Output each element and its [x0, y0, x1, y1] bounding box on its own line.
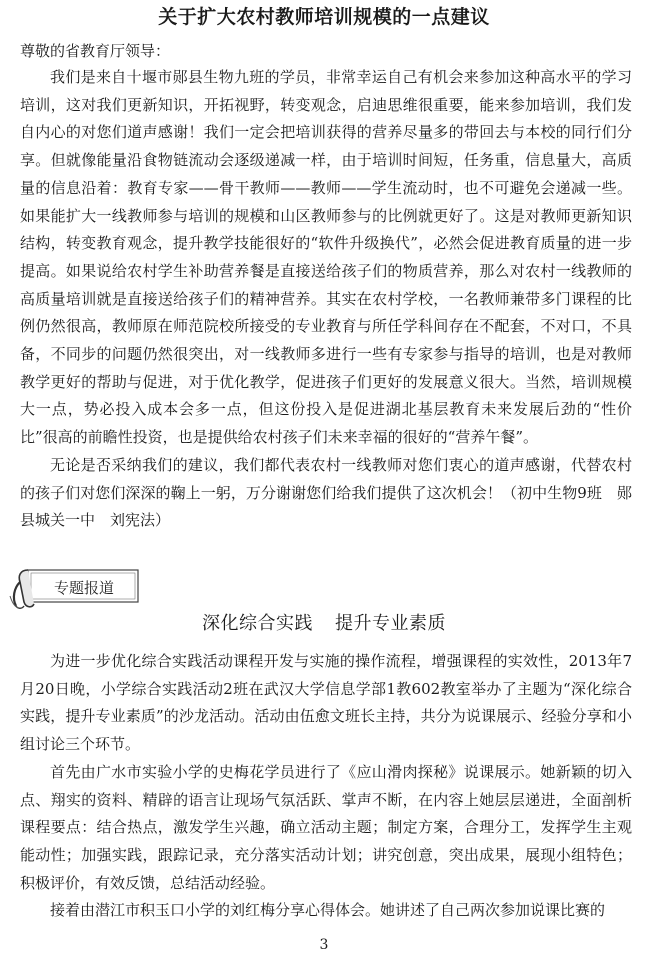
report-body: [20, 648, 632, 925]
section-banner-label: 专题报道: [53, 579, 114, 597]
salutation: 尊敬的省教育厅领导：: [20, 42, 171, 60]
page-number: 3: [319, 937, 329, 953]
report-title: [0, 611, 648, 637]
body-paragraph: 接着由潜江市积玉口小学的刘红梅分享心得体会。她讲述了自己两次参加说课比赛的: [50, 901, 606, 920]
body-paragraph: 首先由广水市实验小学的史梅花学员进行了《应山滑肉探秘》说课展示。她新颖的切入点、翔实的资料、精辟的语言让现场气氛活跃、掌声不断，在内容上她层层递进，全面剖析课程要点：结合热点，激发学生兴趣，确立活动主题；制定方案，合理分工，发挥学生主观能动性；加强实践，跟踪记录，充分落实活动计划；讲究创意，突出成果，展现小组特色；积极评价，有效反馈，总结活动经验。: [20, 762, 632, 892]
report-title-part1: 深化综合实践: [202, 613, 313, 634]
article-title: 关于扩大农村教师培训规模的一点建议: [158, 6, 490, 28]
body-paragraph: 无论是否采纳我们的建议，我们都代表农村一线教师对您们衷心的道声感谢，代替农村的孩子们对您们深深的鞠上一躬，万分谢谢您们给我们提供了这次机会！（初中生物9班 郧县城关一中 刘宪法）: [20, 455, 632, 530]
body-paragraph: 为进一步优化综合实践活动课程开发与实施的操作流程，增强课程的实效性，2013年7月20日晚，小学综合实践活动2班在武汉大学信息学部1教602教室举办了主题为“深化综合实践，提升专业素质”的沙龙活动。活动由伍愈文班长主持，共分为说课展示、经验分享和小组讨论三个环节。: [20, 652, 632, 754]
article-body: [20, 64, 632, 535]
body-paragraph: 我们是来自十堰市郧县生物九班的学员，非常幸运自己有机会来参加这种高水平的学习培训，这对我们更新知识，开拓视野，转变观念，启迪思维很重要，能来参加培训，我们发自内心的对您们道声感谢！我们一定会把培训获得的营养尽量多的带回去与本校的同行们分享。但就像能量沿食物链流动会逐级递减一样，由于培训时间短，任务重，信息量大，高质量的信息沿着：教育专家——骨干教师——教师——学生流动时，也不可避免会递减一些。如果能扩大一线教师参与培训的规模和山区教师参与的比例就更好了。这是对教师更新知识结构，转变教育观念，提升教学技能很好的“软件升级换代”，必然会促进教育质量的进一步提高。如果说给农村学生补助营养餐是直接送给孩子们的物质营养，那么对农村一线教师的高质量培训就是直接送给孩子们的精神营养。其实在农村学校，一名教师兼带多门课程的比例仍然很高，教师原在师范院校所接受的专业教育与所任学科间存在不配套，不对口，不具备，不同步的问题仍然很突出，对一线教师多进行一些有专家参与指导的培训，也是对教师教学更好的帮助与促进，对于优化教学，促进孩子们更好的发展意义很大。当然，培训规模大一点，势必投入成本会多一点，但这份投入是促进湖北基层教育未来发展后劲的“性价比”很高的前瞻性投资，也是提供给农村孩子们未来幸福的很好的“营养午餐”。: [20, 68, 632, 447]
section-banner: [6, 566, 142, 610]
report-title-part2: 提升专业素质: [335, 613, 446, 634]
